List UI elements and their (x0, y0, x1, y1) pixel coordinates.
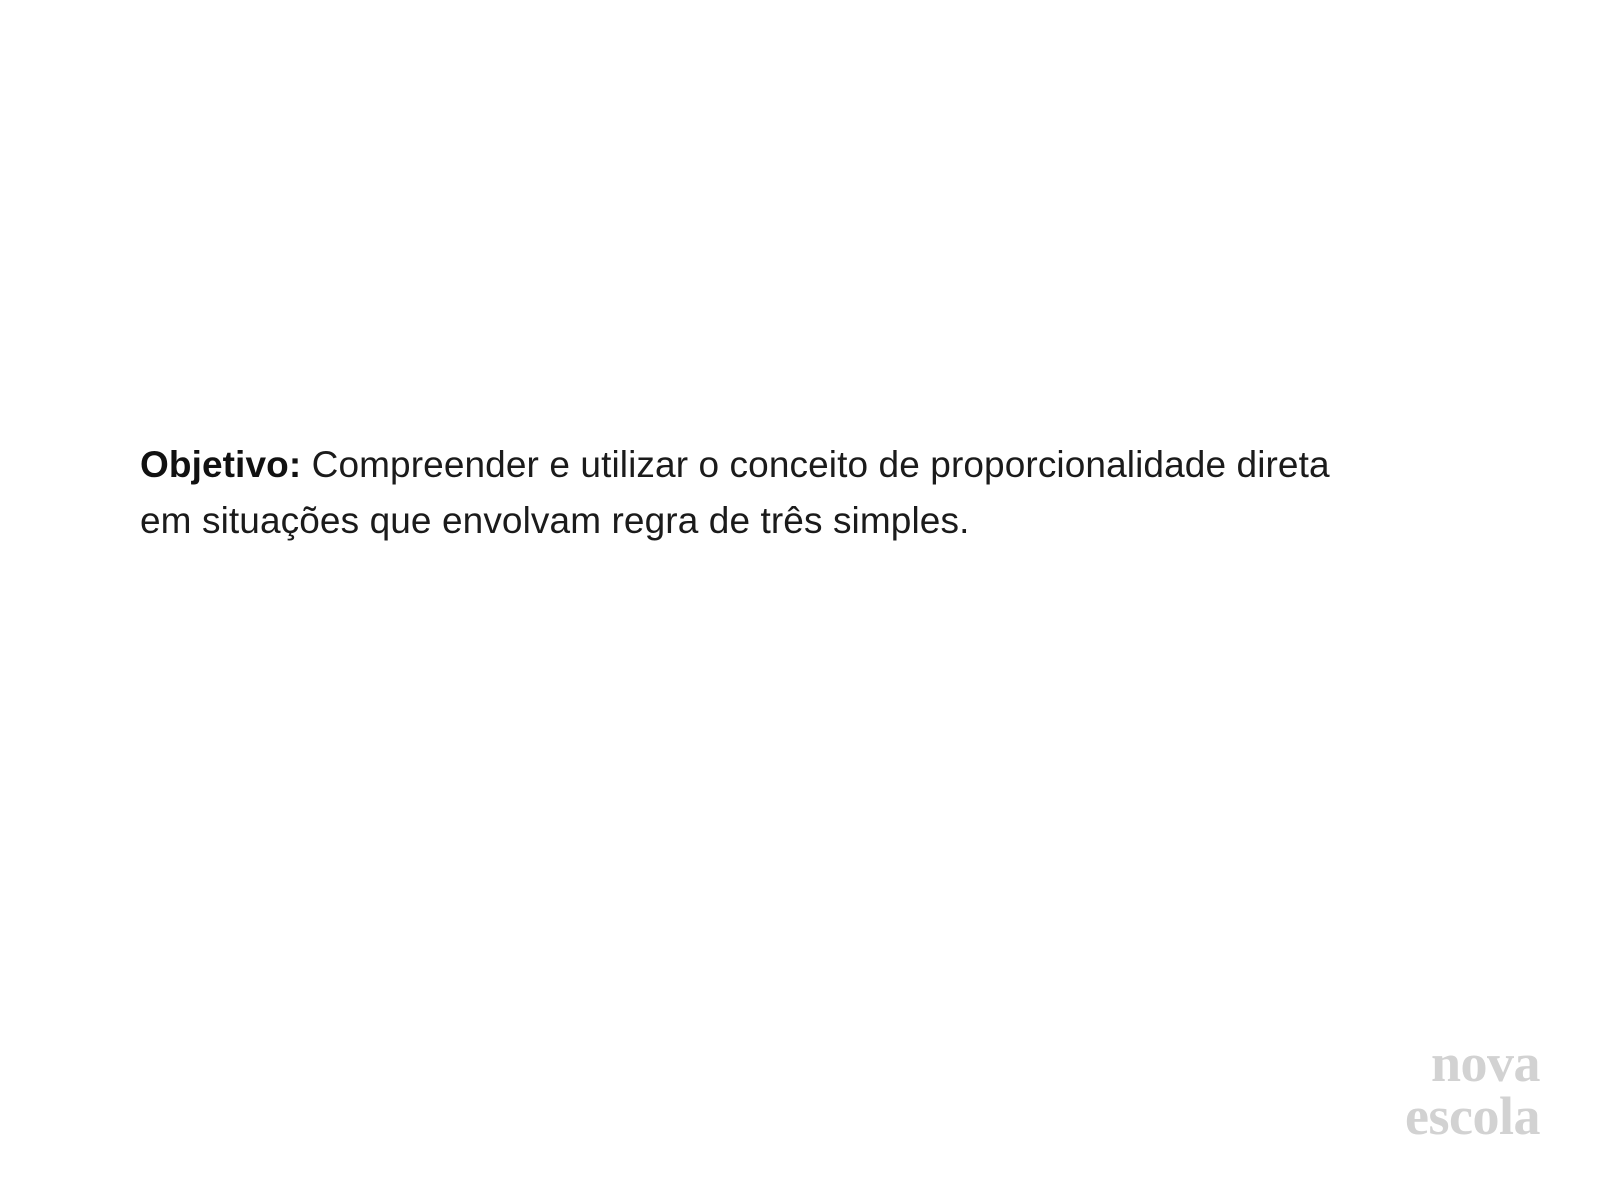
objective-paragraph (140, 437, 1370, 549)
objective-body: Compreender e utilizar o conceito de proporcionalidade direta em situações que envolvam regra de três simples. (140, 444, 1330, 542)
objective-block (140, 400, 1370, 586)
objective-label: Objetivo: (140, 444, 302, 485)
logo-line-nova: nova (1430, 1033, 1540, 1094)
nova-escola-logo (1405, 1033, 1540, 1146)
logo-line-escola: escola (1405, 1085, 1540, 1146)
